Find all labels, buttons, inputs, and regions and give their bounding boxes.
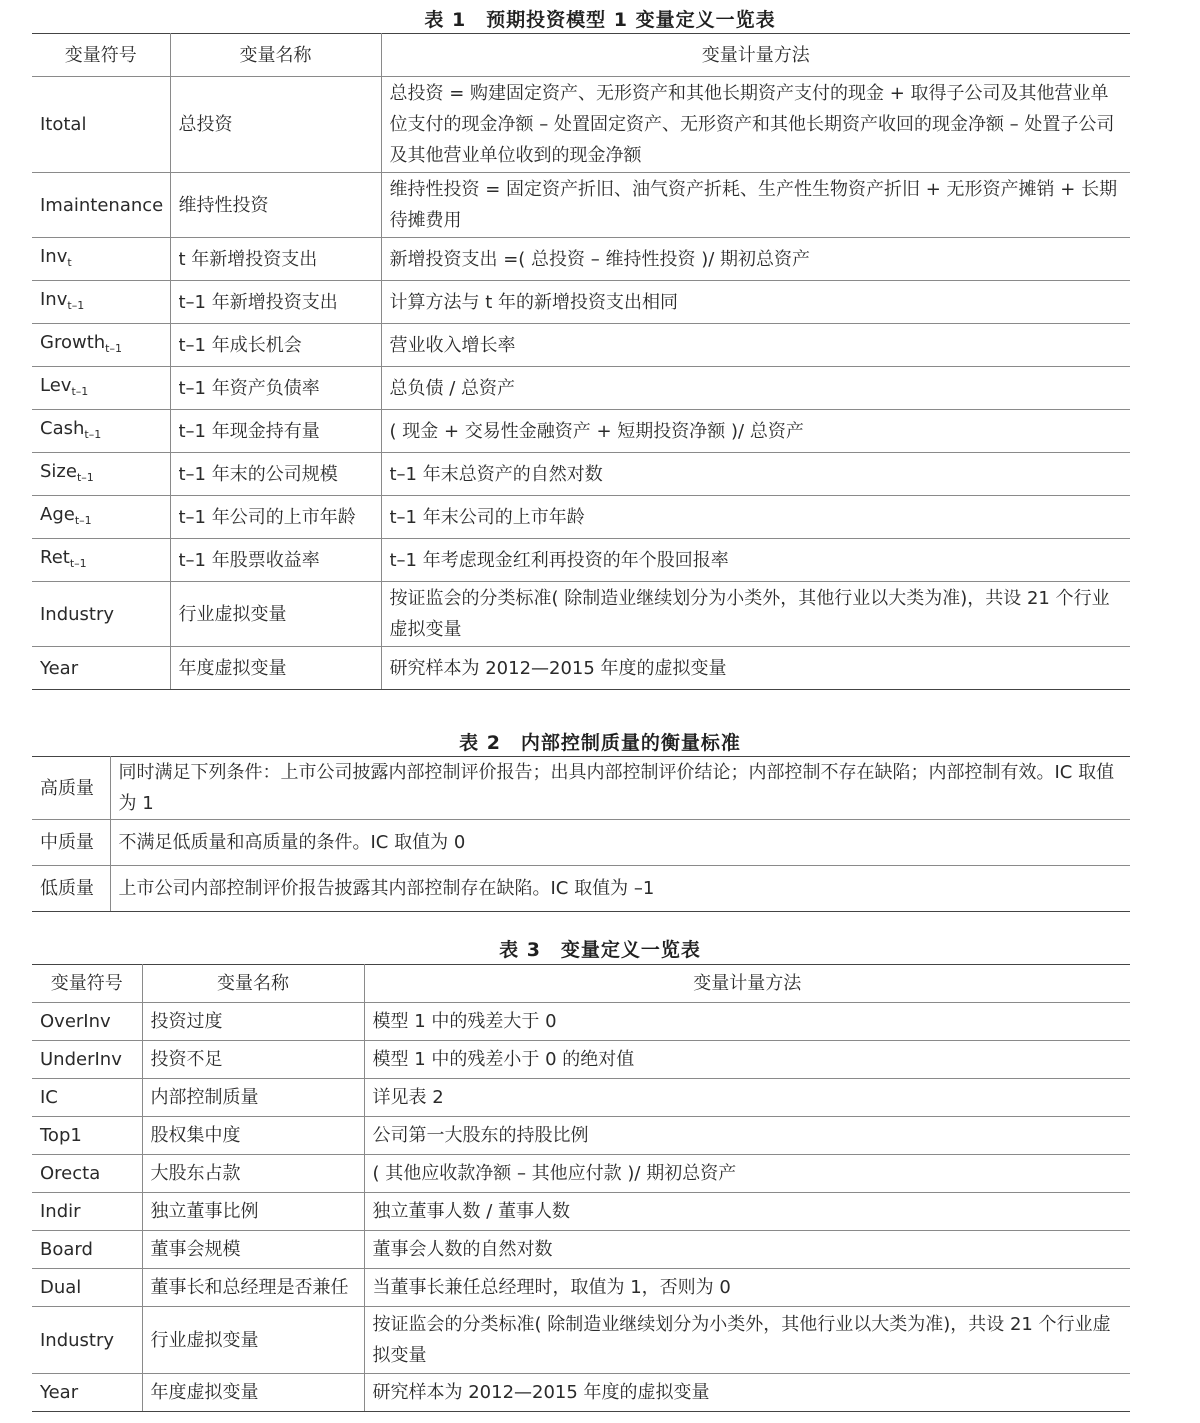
table-row (32, 77, 1130, 173)
variable-method: 当董事长兼任总经理时，取值为 1，否则为 0 (364, 1269, 1130, 1307)
variable-method: 按证监会的分类标准( 除制造业继续划分为小类外，其他行业以大类为准)，共设 21 个行业虚拟变量 (364, 1307, 1130, 1374)
table-row (32, 1269, 1130, 1307)
variable-name: t–1 年末的公司规模 (170, 453, 381, 496)
table-row (32, 1079, 1130, 1117)
table1-header-name: 变量名称 (170, 34, 381, 77)
variable-name: t–1 年现金持有量 (170, 410, 381, 453)
table-row (32, 1307, 1130, 1374)
variable-method: 模型 1 中的残差小于 0 的绝对值 (364, 1041, 1130, 1079)
table3-header-symbol: 变量符号 (32, 965, 142, 1003)
table-row (32, 757, 1130, 820)
variable-method: t–1 年末公司的上市年龄 (381, 496, 1130, 539)
table-row (32, 367, 1130, 410)
variable-subscript: t–1 (67, 298, 85, 312)
variable-name: 行业虚拟变量 (142, 1307, 364, 1374)
table-row (32, 1155, 1130, 1193)
variable-name: 董事会规模 (142, 1231, 364, 1269)
table2-caption: 表 2 内部控制质量的衡量标准 (459, 732, 741, 754)
variable-name: 行业虚拟变量 (170, 582, 381, 647)
variable-symbol: Inv$_{t-1}$ (32, 281, 170, 324)
table-row (32, 1193, 1130, 1231)
variable-symbol: Year (32, 647, 170, 690)
variable-method: 研究样本为 2012—2015 年度的虚拟变量 (364, 1374, 1130, 1412)
variable-subscript: t (67, 255, 72, 269)
variable-symbol: Cash$_{t-1}$ (32, 410, 170, 453)
variable-name: t–1 年股票收益率 (170, 539, 381, 582)
variable-symbol: Ret$_{t-1}$ (32, 539, 170, 582)
variable-symbol: Inv$_t$ (32, 238, 170, 281)
variable-symbol: IC (32, 1079, 142, 1117)
table-row (32, 582, 1130, 647)
variable-name: 投资过度 (142, 1003, 364, 1041)
variable-symbol: Industry (32, 582, 170, 647)
variable-symbol: Orecta (32, 1155, 142, 1193)
variable-symbol: Age$_{t-1}$ (32, 496, 170, 539)
variable-name: 投资不足 (142, 1041, 364, 1079)
table-row (32, 324, 1130, 367)
variable-symbol: Dual (32, 1269, 142, 1307)
variable-name: t–1 年公司的上市年龄 (170, 496, 381, 539)
variable-name: 维持性投资 (170, 173, 381, 238)
variable-method: t–1 年末总资产的自然对数 (381, 453, 1130, 496)
variable-symbol: Imaintenance (32, 173, 170, 238)
variable-name: t–1 年资产负债率 (170, 367, 381, 410)
variable-subscript: t–1 (69, 556, 87, 570)
table-row (32, 410, 1130, 453)
table-row (32, 453, 1130, 496)
variable-symbol: Growth$_{t-1}$ (32, 324, 170, 367)
variable-method: 计算方法与 t 年的新增投资支出相同 (381, 281, 1130, 324)
variable-name: t–1 年成长机会 (170, 324, 381, 367)
variable-subscript: t–1 (84, 427, 102, 441)
variable-subscript: t–1 (71, 384, 89, 398)
variable-method: 模型 1 中的残差大于 0 (364, 1003, 1130, 1041)
variable-name: 独立董事比例 (142, 1193, 364, 1231)
variable-method: 董事会人数的自然对数 (364, 1231, 1130, 1269)
table-row (32, 647, 1130, 690)
variable-method: 维持性投资 = 固定资产折旧、油气资产折耗、生产性生物资产折旧 + 无形资产摊销 + 长期待摊费用 (381, 173, 1130, 238)
table-row (32, 496, 1130, 539)
variable-method: 新增投资支出 =( 总投资 – 维持性投资 )/ 期初总资产 (381, 238, 1130, 281)
variable-method: ( 现金 + 交易性金融资产 + 短期投资净额 )/ 总资产 (381, 410, 1130, 453)
table-row (32, 820, 1130, 866)
quality-criteria: 同时满足下列条件：上市公司披露内部控制评价报告；出具内部控制评价结论；内部控制不存在缺陷；内部控制有效。IC 取值为 1 (110, 757, 1130, 820)
variable-method: 按证监会的分类标准( 除制造业继续划分为小类外，其他行业以大类为准)，共设 21 个行业虚拟变量 (381, 582, 1130, 647)
variable-method: ( 其他应收款净额 – 其他应付款 )/ 期初总资产 (364, 1155, 1130, 1193)
variable-symbol: Board (32, 1231, 142, 1269)
table3-header-method: 变量计量方法 (364, 965, 1130, 1003)
variable-subscript: t–1 (105, 341, 122, 355)
table-row (32, 1117, 1130, 1155)
table1-header-method: 变量计量方法 (381, 34, 1130, 77)
quality-level: 中质量 (32, 820, 110, 866)
variable-symbol: Indir (32, 1193, 142, 1231)
variable-method: 营业收入增长率 (381, 324, 1130, 367)
variable-symbol: Lev$_{t-1}$ (32, 367, 170, 410)
variable-subscript: t–1 (74, 513, 92, 527)
table-row (32, 866, 1130, 912)
quality-level: 高质量 (32, 757, 110, 820)
variable-name: t 年新增投资支出 (170, 238, 381, 281)
table-row (32, 281, 1130, 324)
variable-symbol: UnderInv (32, 1041, 142, 1079)
variable-symbol: OverInv (32, 1003, 142, 1041)
variable-subscript: t–1 (76, 470, 94, 484)
variable-name: 大股东占款 (142, 1155, 364, 1193)
variable-symbol: Size$_{t-1}$ (32, 453, 170, 496)
table-row (32, 539, 1130, 582)
table1-caption: 表 1 预期投资模型 1 变量定义一览表 (424, 9, 776, 31)
table3-header-name: 变量名称 (142, 965, 364, 1003)
variable-symbol: Itotal (32, 77, 170, 173)
table1 (32, 33, 1130, 690)
table3 (32, 964, 1130, 1412)
table-row (32, 1374, 1130, 1412)
table-row (32, 1231, 1130, 1269)
variable-symbol: Top1 (32, 1117, 142, 1155)
variable-method: 独立董事人数 / 董事人数 (364, 1193, 1130, 1231)
variable-method: t–1 年考虑现金红利再投资的年个股回报率 (381, 539, 1130, 582)
variable-method: 总负债 / 总资产 (381, 367, 1130, 410)
variable-method: 研究样本为 2012—2015 年度的虚拟变量 (381, 647, 1130, 690)
variable-name: 内部控制质量 (142, 1079, 364, 1117)
variable-method: 总投资 = 购建固定资产、无形资产和其他长期资产支付的现金 + 取得子公司及其他营业单位支付的现金净额 – 处置固定资产、无形资产和其他长期资产收回的现金净额 – 处置子公司及其他营业单位收到的现金净额 (381, 77, 1130, 173)
variable-name: 年度虚拟变量 (170, 647, 381, 690)
table-row (32, 238, 1130, 281)
table2 (32, 756, 1130, 912)
variable-name: 总投资 (170, 77, 381, 173)
variable-name: 股权集中度 (142, 1117, 364, 1155)
variable-method: 详见表 2 (364, 1079, 1130, 1117)
table-row (32, 173, 1130, 238)
table-row (32, 1041, 1130, 1079)
variable-method: 公司第一大股东的持股比例 (364, 1117, 1130, 1155)
variable-symbol: Year (32, 1374, 142, 1412)
variable-name: 年度虚拟变量 (142, 1374, 364, 1412)
variable-symbol: Industry (32, 1307, 142, 1374)
quality-criteria: 上市公司内部控制评价报告披露其内部控制存在缺陷。IC 取值为 –1 (110, 866, 1130, 912)
variable-name: t–1 年新增投资支出 (170, 281, 381, 324)
table1-header-symbol: 变量符号 (32, 34, 170, 77)
table-row (32, 1003, 1130, 1041)
quality-criteria: 不满足低质量和高质量的条件。IC 取值为 0 (110, 820, 1130, 866)
table3-caption: 表 3 变量定义一览表 (499, 939, 701, 961)
variable-name: 董事长和总经理是否兼任 (142, 1269, 364, 1307)
quality-level: 低质量 (32, 866, 110, 912)
